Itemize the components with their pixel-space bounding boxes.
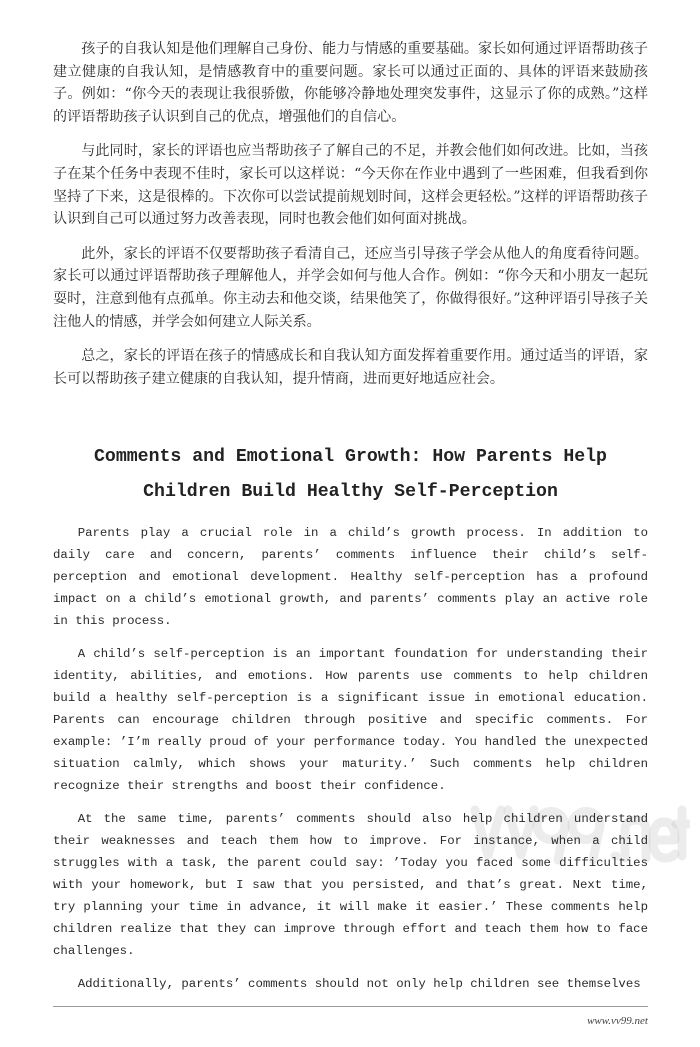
chinese-section: [53, 38, 648, 390]
english-paragraph: Additionally, parents’ comments should not only help children see themselves: [77, 977, 641, 992]
english-paragraph: At the same time, parents’ comments should also help children understand their weaknesses and teach them how to improve. For instance, when a child struggles with a task, the parent could say: ’Today you faced some difficulties with your homework, but I saw that you persisted, and that’s great. Next time, try planning your time in advance, it will make it easier.’ These comments help children realize that they can improve through effort and teach them how to face challenges.: [53, 812, 648, 959]
footer-url: www.vv99.net: [587, 1015, 648, 1028]
chinese-paragraph: 与此同时，家长的评语也应当帮助孩子了解自己的不足，并教会他们如何改进。比如，当孩子在某个任务中表现不佳时，家长可以这样说：“今天你在作业中遇到了一些困难，但我看到你坚持了下来，这是很棒的。下次你可以尝试提前规划时间，这样会更轻松。”这样的评语帮助孩子认识到自己可以通过努力改善表现，同时也教会他们如何面对挑战。: [53, 143, 648, 228]
english-section: [53, 522, 648, 995]
document-page: [53, 0, 648, 1047]
english-paragraph: Parents play a crucial role in a child’s growth process. In addition to daily care and concern, parents’ comments influence their child’s self-perception and emotional development. Healthy self-perception has a profound impact on a child’s emotional growth, and parents’ comments play an active role in this process.: [53, 526, 648, 629]
english-paragraph: A child’s self-perception is an important foundation for understanding their identity, abilities, and emotions. How parents use comments to help children build a healthy self-perception is a significant issue in emotional education. Parents can encourage children through positive and specific comments. For example: ’I’m really proud of your performance today. You handled the unexpected situation calmly, which shows your maturity.’ Such comments help children recognize their strengths and boost their confidence.: [53, 647, 648, 794]
chinese-paragraph: 孩子的自我认知是他们理解自己身份、能力与情感的重要基础。家长如何通过评语帮助孩子建立健康的自我认知，是情感教育中的重要问题。家长可以通过正面的、具体的评语来鼓励孩子。例如：“你今天的表现让我很骄傲，你能够冷静地处理突发事件，这显示了你的成熟。”这样的评语帮助孩子认识到自己的优点，增强他们的自信心。: [53, 41, 648, 125]
chinese-paragraph: 总之，家长的评语在孩子的情感成长和自我认知方面发挥着重要作用。通过适当的评语，家长可以帮助孩子建立健康的自我认知，提升情商，进而更好地适应社会。: [53, 348, 648, 387]
chinese-paragraph: 此外，家长的评语不仅要帮助孩子看清自己，还应当引导孩子学会从他人的角度看待问题。家长可以通过评语帮助孩子理解他人，并学会如何与他人合作。例如：“你今天和小朋友一起玩耍时，注意到他有点孤单。你主动去和他交谈，结果他笑了，你做得很好。”这种评语引导孩子关注他人的情感，并学会如何建立人际关系。: [53, 245, 648, 330]
footer-divider: [53, 1006, 648, 1007]
english-title: Comments and Emotional Growth: How Parents Help Children Build Healthy Self-Perception: [94, 447, 607, 503]
